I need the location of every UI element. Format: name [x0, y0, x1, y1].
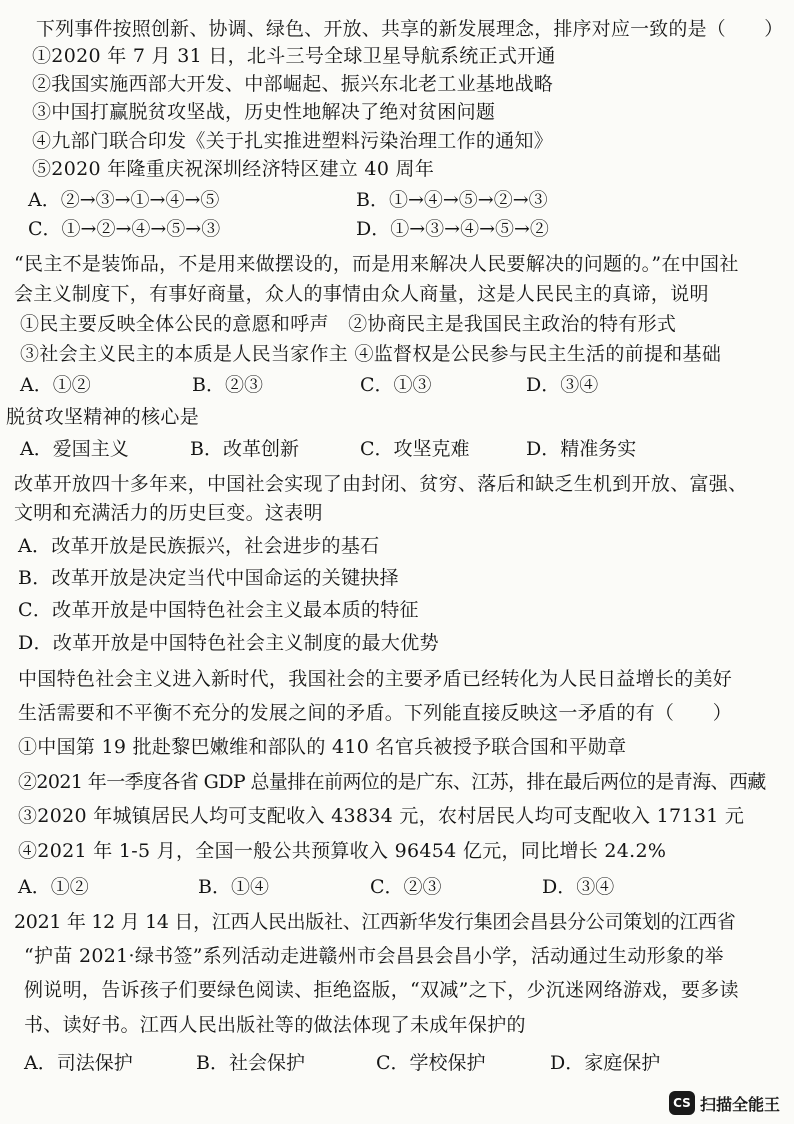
- q3-options: [20, 436, 760, 462]
- q3-option-a[interactable]: A．爱国主义: [20, 438, 129, 460]
- q2-options: [20, 372, 760, 398]
- q5-item-3: ③2020 年城镇居民人均可支配收入 43834 元，农村居民人均可支配收入 17131 元: [18, 805, 745, 827]
- q6-option-b[interactable]: B．社会保护: [196, 1052, 305, 1074]
- q1-option-d[interactable]: D．①→③→④→⑤→②: [356, 218, 549, 240]
- q6-stem-line-3: 例说明，告诉孩子们要绿色阅读、拒绝盗版，“双减”之下，少沉迷网络游戏，要多读: [24, 979, 739, 1001]
- q1-item-1: ①2020 年 7 月 31 日，北斗三号全球卫星导航系统正式开通: [32, 45, 556, 67]
- q1-options: [28, 187, 768, 213]
- q1-option-c[interactable]: C．①→②→④→⑤→③: [28, 218, 221, 240]
- q6-stem-line-4: 书、读好书。江西人民出版社等的做法体现了未成年保护的: [24, 1014, 526, 1036]
- q4-option-d[interactable]: D．改革开放是中国特色社会主义制度的最大优势: [18, 632, 439, 654]
- q1-item-2: ②我国实施西部大开发、中部崛起、振兴东北老工业基地战略: [32, 73, 554, 95]
- q5-option-c[interactable]: C．②③: [370, 876, 442, 898]
- q1-item-3: ③中国打赢脱贫攻坚战，历史性地解决了绝对贫困问题: [32, 101, 496, 123]
- q1-option-a[interactable]: A．②→③→①→④→⑤: [28, 189, 220, 211]
- q6-option-d[interactable]: D．家庭保护: [550, 1052, 661, 1074]
- q6-option-a[interactable]: A．司法保护: [24, 1052, 133, 1074]
- q1-option-b[interactable]: B．①→④→⑤→②→③: [356, 189, 548, 211]
- q2-stem-line-2: 会主义制度下，有事好商量，众人的事情由众人商量，这是人民民主的真谛，说明: [14, 283, 709, 305]
- q5-options: [18, 874, 758, 900]
- q5-option-a[interactable]: A．①②: [18, 876, 89, 898]
- watermark-text: 扫描全能王: [699, 1094, 780, 1114]
- q6-stem-line-1: 2021 年 12 月 14 日，江西人民出版社、江西新华发行集团会昌县分公司策划的江西省: [14, 911, 736, 933]
- q1-item-4: ④九部门联合印发《关于扎实推进塑料污染治理工作的通知》: [32, 130, 554, 152]
- q2-option-b[interactable]: B．②③: [192, 374, 263, 396]
- q5-option-b[interactable]: B．①④: [198, 876, 269, 898]
- q3-option-d[interactable]: D．精准务实: [526, 438, 637, 460]
- q4-option-b[interactable]: B．改革开放是决定当代中国命运的关键抉择: [18, 567, 399, 589]
- q6-stem-line-2: “护苗 2021·绿书签”系列活动走进赣州市会昌县会昌小学，活动通过生动形象的举: [24, 945, 724, 967]
- q4-stem-line-1: 改革开放四十多年来，中国社会实现了由封闭、贫穷、落后和缺乏生机到开放、富强、: [14, 473, 748, 495]
- q5-stem-line-2: 生活需要和不平衡不充分的发展之间的矛盾。下列能直接反映这一矛盾的有（ ）: [18, 702, 733, 724]
- scanner-watermark: [669, 1090, 780, 1116]
- q3-stem: 脱贫攻坚精神的核心是: [6, 406, 200, 428]
- q4-option-a[interactable]: A．改革开放是民族振兴，社会进步的基石: [18, 535, 380, 557]
- q2-stem-line-1: “民主不是装饰品，不是用来做摆设的，而是用来解决人民要解决的问题的。”在中国社: [14, 253, 739, 275]
- q3-option-c[interactable]: C．攻坚克难: [360, 438, 470, 460]
- q5-item-4: ④2021 年 1-5 月，全国一般公共预算收入 96454 亿元，同比增长 24.2%: [18, 840, 667, 862]
- q4-option-c[interactable]: C．改革开放是中国特色社会主义最本质的特征: [18, 599, 419, 621]
- q3-option-b[interactable]: B．改革创新: [190, 438, 299, 460]
- q4-stem-line-2: 文明和充满活力的历史巨变。这表明: [14, 502, 323, 524]
- q5-stem-line-1: 中国特色社会主义进入新时代，我国社会的主要矛盾已经转化为人民日益增长的美好: [18, 668, 733, 690]
- q2-item-row-1: ①民主要反映全体公民的意愿和呼声 ②协商民主是我国民主政治的特有形式: [20, 313, 677, 335]
- q5-item-2: ②2021 年一季度各省 GDP 总量排在前两位的是广东、江苏，排在最后两位的是青海、西藏: [18, 771, 766, 793]
- q5-item-1: ①中国第 19 批赴黎巴嫩维和部队的 410 名官兵被授予联合国和平勋章: [18, 736, 627, 758]
- q2-option-c[interactable]: C．①③: [360, 374, 432, 396]
- camscanner-logo-icon: CS: [669, 1091, 695, 1115]
- q2-item-row-2: ③社会主义民主的本质是人民当家作主 ④监督权是公民参与民主生活的前提和基础: [20, 343, 722, 365]
- q2-option-d[interactable]: D．③④: [526, 374, 599, 396]
- q5-option-d[interactable]: D．③④: [542, 876, 615, 898]
- q6-option-c[interactable]: C．学校保护: [376, 1052, 486, 1074]
- q2-option-a[interactable]: A．①②: [20, 374, 91, 396]
- q1-item-5: ⑤2020 年隆重庆祝深圳经济特区建立 40 周年: [32, 158, 435, 180]
- q1-stem: 下列事件按照创新、协调、绿色、开放、共享的新发展理念，排序对应一致的是（ ）: [36, 18, 784, 40]
- q1-options-row2: [28, 216, 768, 242]
- q6-options: [24, 1050, 764, 1076]
